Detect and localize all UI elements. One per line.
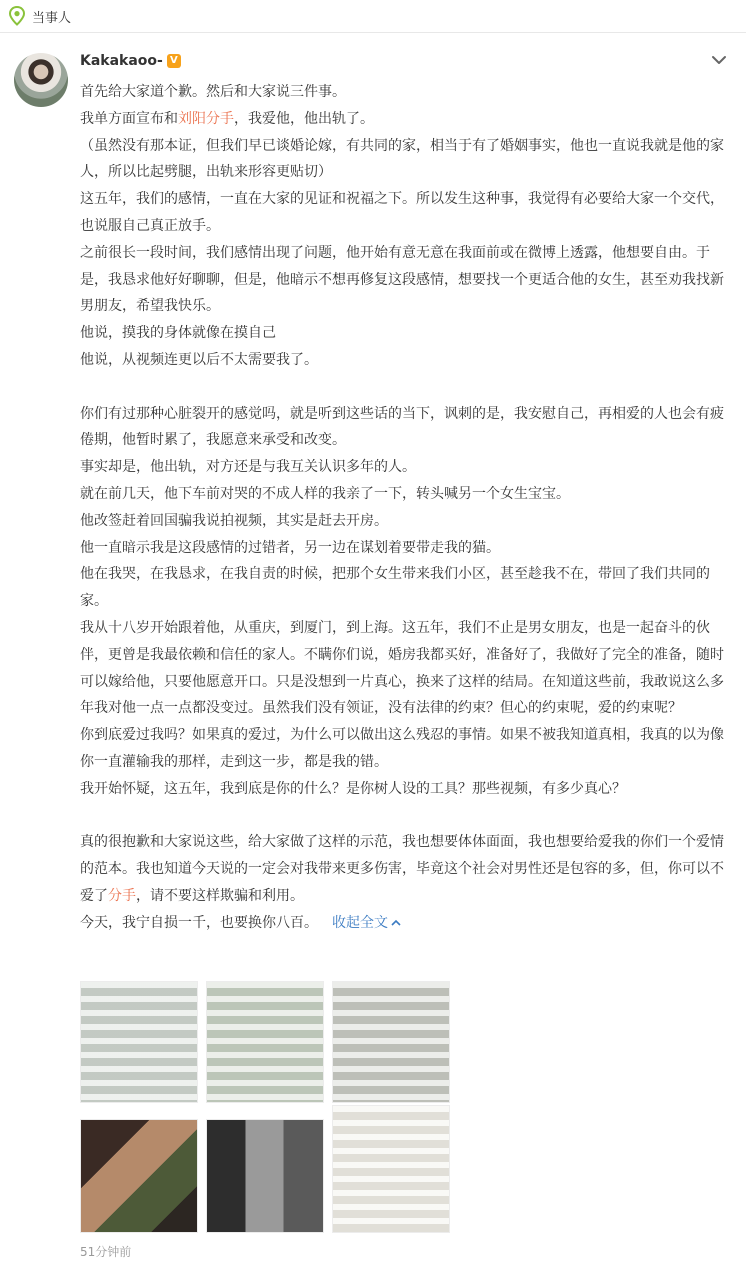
image-placeholder — [81, 1120, 197, 1232]
paragraph-text: 他改签赶着回国骗我说拍视频，其实是赶去开房。 — [80, 512, 388, 529]
post-paragraph — [80, 615, 726, 722]
chat-screenshot-image-1[interactable] — [80, 981, 198, 1103]
photo-collage-image-4[interactable] — [80, 1119, 198, 1233]
note-screenshot-image-6[interactable] — [332, 1105, 450, 1233]
topbar-title: 当事人 — [32, 11, 72, 26]
post-content — [80, 79, 726, 937]
avatar[interactable] — [14, 53, 68, 107]
location-pin-icon — [8, 6, 26, 26]
username[interactable]: Kakakaoo- — [80, 53, 163, 69]
image-placeholder — [81, 982, 197, 1102]
post-paragraph — [80, 481, 726, 508]
post-paragraph — [80, 561, 726, 615]
chevron-down-icon[interactable] — [710, 53, 728, 67]
post-paragraph — [80, 829, 726, 909]
post-paragraph — [80, 133, 726, 187]
post-paragraph — [80, 535, 726, 562]
post-paragraph — [80, 401, 726, 455]
highlight-link[interactable]: 分手 — [108, 887, 136, 904]
paragraph-text: ，我爱他，他出轨了。 — [234, 110, 374, 127]
chevron-up-icon — [391, 919, 401, 927]
collapse-label: 收起全文 — [332, 914, 388, 931]
paragraph-text: 你到底爱过我吗？如果真的爱过，为什么可以做出这么残忍的事情。如果不被我知道真相，我真的以为像你一直灌输我的那样，走到这一步，都是我的错。 — [80, 727, 724, 770]
paragraph-text: 之前很长一段时间，我们感情出现了问题，他开始有意无意在我面前或在微博上透露，他想要自由。于是，我恳求他好好聊聊，但是，他暗示不想再修复这段感情，想要找一个更适合他的女生，甚至劝我找新男朋友，希望我快乐。 — [80, 244, 724, 315]
paragraph-text: 今天，我宁自损一千，也要换你八百。 — [80, 914, 318, 931]
paragraph-text: 这五年，我们的感情，一直在大家的见证和祝福之下。所以发生这种事，我觉得有必要给大家一个交代，也说服自己真正放手。 — [80, 191, 724, 234]
chat-screenshot-image-3[interactable] — [332, 981, 450, 1103]
post-paragraph — [80, 347, 726, 374]
paragraph-text: 我开始怀疑，这五年，我到底是你的什么？是你树人设的工具？那些视频，有多少真心？ — [80, 780, 626, 797]
image-placeholder — [207, 1120, 323, 1232]
post-author[interactable] — [80, 53, 181, 69]
post-paragraph — [80, 722, 726, 776]
collapse-button[interactable] — [332, 915, 401, 931]
paragraph-text: 他说，摸我的身体就像在摸自己 — [80, 325, 276, 342]
paragraph-text: 他说，从视频连更以后不太需要我了。 — [80, 351, 318, 368]
highlight-link[interactable]: 刘阳分手 — [178, 110, 234, 127]
paragraph-text: 首先给大家道个歉。然后和大家说三件事。 — [80, 84, 346, 100]
paragraph-text: 他一直暗示我是这段感情的过错者，另一边在谋划着要带走我的猫。 — [80, 539, 500, 556]
paragraph-text: 就在前几天，他下车前对哭的不成人样的我亲了一下，转头喊另一个女生宝宝。 — [80, 485, 570, 502]
paragraph-text: 他在我哭，在我恳求，在我自责的时候，把那个女生带来我们小区，甚至趁我不在，带回了我们共同的家。 — [80, 566, 710, 610]
post-images — [80, 981, 450, 1231]
post-paragraph — [80, 79, 726, 106]
post-paragraph — [80, 454, 726, 481]
image-placeholder — [207, 982, 323, 1102]
post-paragraph — [80, 776, 726, 803]
post-paragraph — [80, 186, 726, 240]
paragraph-text: 我单方面宣布和 — [80, 110, 178, 127]
post-paragraph — [80, 320, 726, 347]
post-paragraph — [80, 508, 726, 535]
top-bar — [0, 0, 746, 33]
post-card — [0, 33, 746, 1270]
paragraph-text: 你们有过那种心脏裂开的感觉吗，就是听到这些话的当下，讽刺的是，我安慰自己，再相爱的人也会有疲倦期，他暂时累了，我愿意来承受和改变。 — [80, 405, 724, 449]
verified-badge-icon: V — [167, 54, 181, 68]
post-paragraph — [80, 910, 726, 937]
image-placeholder — [333, 1106, 449, 1232]
blank-line — [80, 803, 726, 830]
blank-line — [80, 374, 726, 401]
post-paragraph — [80, 240, 726, 320]
paragraph-text: 我从十八岁开始跟着他，从重庆，到厦门，到上海。这五年，我们不止是男女朋友，也是一起奋斗的伙伴，更曾是我最依赖和信任的家人。不瞒你们说，婚房我都买好，准备好了，我做好了完全的准备，随时可以嫁给他，只要他愿意开口。只是没想到一片真心，换来了这样的结局。在知道这些前，我敢说这么多年我对他一点一点都没变过。虽然我们没有领证，没有法律的约束？但心的约束呢，爱的约束呢？ — [80, 619, 724, 717]
post-time: 51分钟前 — [80, 1245, 132, 1259]
paragraph-text: （虽然没有那本证，但我们早已谈婚论嫁，有共同的家，相当于有了婚姻事实，他也一直说我就是他的家人，所以比起劈腿，出轨来形容更贴切） — [80, 137, 724, 181]
paragraph-text: 事实却是，他出轨，对方还是与我互关认识多年的人。 — [80, 459, 416, 476]
photo-collage-image-5[interactable] — [206, 1119, 324, 1233]
paragraph-text: 真的很抱歉和大家说这些，给大家做了这样的示范，我也想要体体面面，我也想要给爱我的你们一个爱情的范本。我也知道今天说的一定会对我带来更多伤害，毕竟这个社会对男性还是包容的多，但，你可以不爱了 — [80, 834, 724, 904]
post-paragraph — [80, 106, 726, 133]
paragraph-text: ，请不要这样欺骗和利用。 — [136, 887, 304, 904]
image-placeholder — [333, 982, 449, 1102]
chat-screenshot-image-2[interactable] — [206, 981, 324, 1103]
